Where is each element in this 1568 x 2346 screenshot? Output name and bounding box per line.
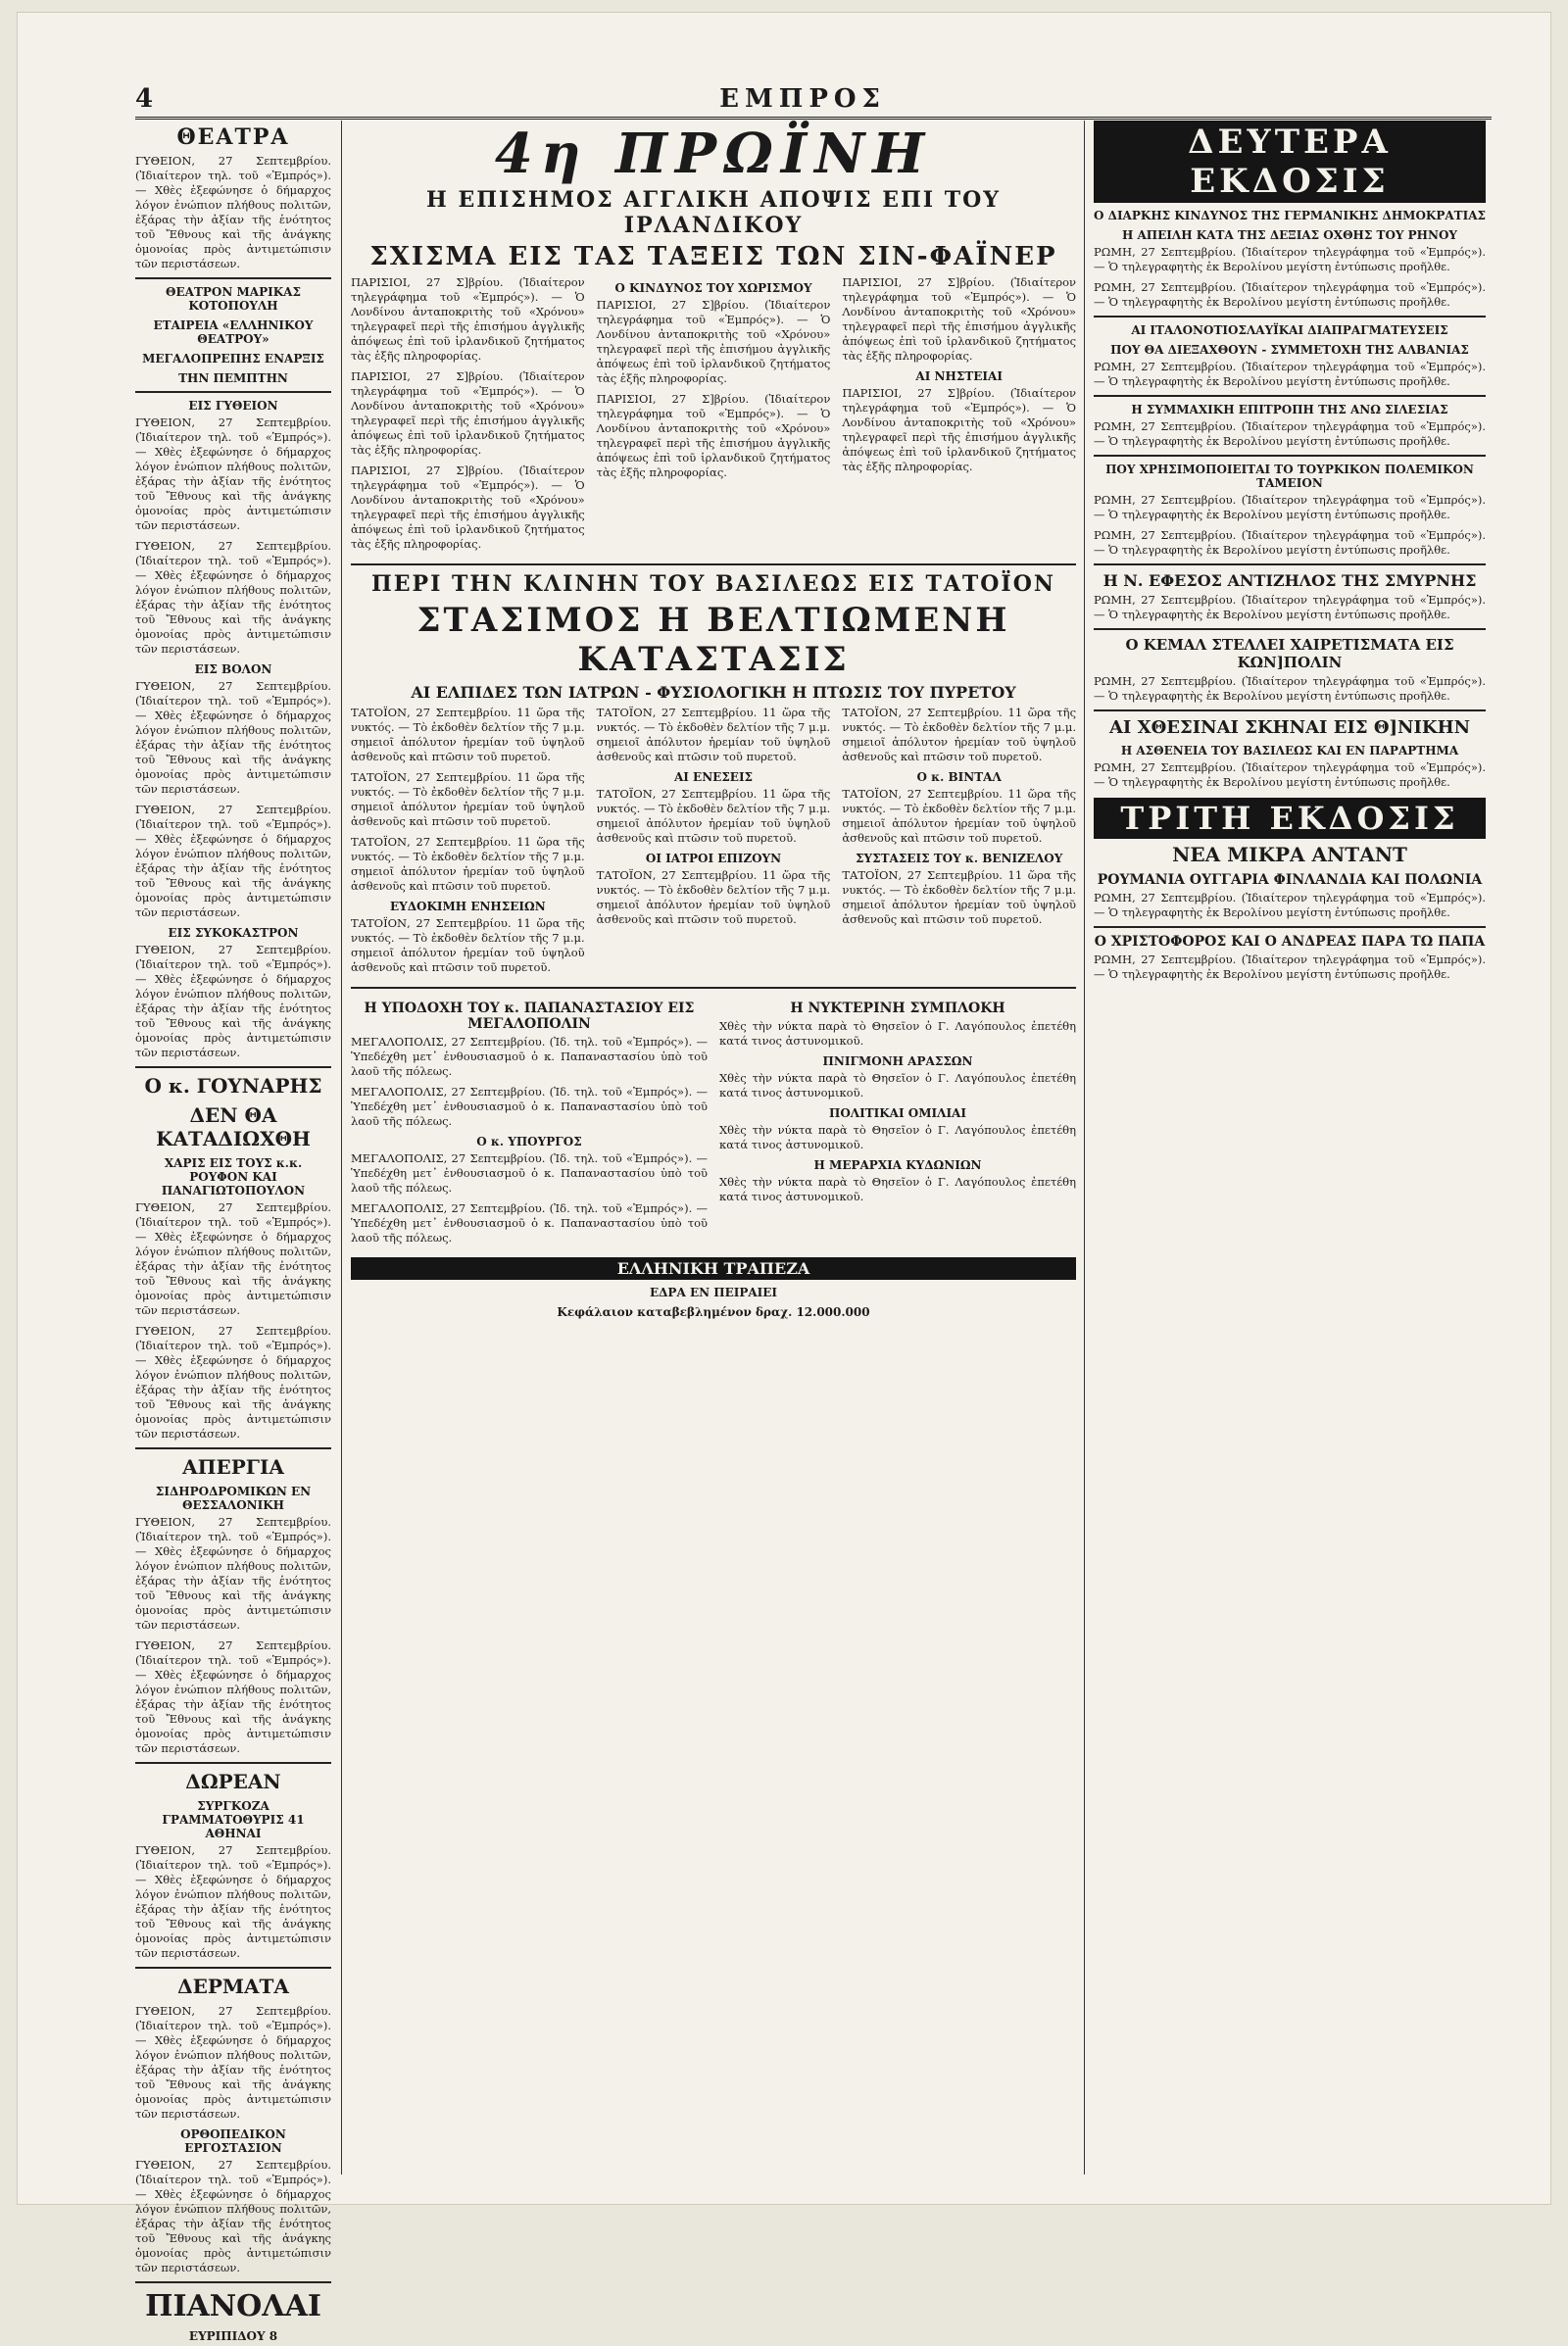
tourkiko-headline: ΠΟΥ ΧΡΗΣΙΜΟΠΟΙΕΙΤΑΙ ΤΟ ΤΟΥΡΚΙΚΟΝ ΠΟΛΕΜΙΚΟΝ ΤΑΜΕΙΟΝ xyxy=(1105,463,1474,490)
sykokastron-text: ΓΥΘΕΙΟΝ, 27 Σεπτεμβρίου. (Ἰδιαίτερον τηλ. τοῦ «Ἐμπρός»). — Χθὲς ἐξεφώνησε ὁ δήμαρχος λόγον ἐνώπιον πλήθους πολιτῶν, ἐξάρας τὴν ἀξίαν τῆς ἑνότητος τοῦ Ἔθνους καὶ τῆς ἀνάγκης ὁμονοίας πρὸς ἀντιμετώπισιν τῶν περιστάσεων. xyxy=(135,943,331,1059)
mikra-headline: ΝΕΑ ΜΙΚΡΑ ΑΝΤΑΝΤ xyxy=(1172,843,1407,866)
r1: Ο ΔΙΑΡΚΗΣ ΚΙΝΔΥΝΟΣ ΤΗΣ ΓΕΡΜΑΝΙΚΗΣ ΔΗΜΟΚΡΑΤΙΑΣ xyxy=(1094,209,1487,222)
apergia-heading: ΑΠΕΡΓΙΑ xyxy=(182,1455,284,1479)
volos-text-2: ΓΥΘΕΙΟΝ, 27 Σεπτεμβρίου. (Ἰδιαίτερον τηλ. τοῦ «Ἐμπρός»). — Χθὲς ἐξεφώνησε ὁ δήμαρχος λόγον ἐνώπιον πλήθους πολιτῶν, ἐξάρας τὴν ἀξίαν τῆς ἑνότητος τοῦ Ἔθνους καὶ τῆς ἀνάγκης ὁμονοίας πρὸς ἀντιμετώπισιν τῶν περιστάσεων. xyxy=(135,803,331,919)
nyktirini-headline: Η ΝΥΚΤΕΡΙΝΗ ΣΥΜΠΛΟΚΗ xyxy=(790,1001,1005,1016)
lead-text: ΠΑΡΙΣΙΟΙ, 27 Σ]βρίου. (Ἰδιαίτερον τηλεγράφημα τοῦ «Ἐμπρός»). — Ὁ Λονδίνου ἀνταποκριτὴς τοῦ «Χρόνου» τηλεγραφεῖ περὶ τῆς ἐπισήμου ἀγγλικῆς ἀπόψεως ἐπὶ τοῦ ἰρλανδικοῦ ζητήματος τὰς ἑξῆς πληροφορίας. xyxy=(351,275,585,363)
systaseis-text: ΤΑΤΟΪΟΝ, 27 Σεπτεμβρίου. 11 ὥρα τῆς νυκτός. — Τὸ ἐκδοθὲν δελτίον τῆς 7 μ.μ. σημειοῖ ἀπόλυτον ἠρεμίαν τοῦ ὑψηλοῦ ἀσθενοῦς καὶ πτῶσιν τοῦ πυρετοῦ. xyxy=(842,868,1077,926)
trapeza-capital: Κεφάλαιον καταβεβλημένον δραχ. 12.000.000 xyxy=(557,1305,870,1319)
mikra-sub: ΡΟΥΜΑΝΙΑ ΟΥΓΓΑΡΙΑ ΦΙΝΛΑΝΔΙΑ ΚΑΙ ΠΟΛΩΝΙΑ xyxy=(1097,872,1483,888)
eis-gytheion: ΕΙΣ ΓΥΘΕΙΟΝ xyxy=(188,399,278,413)
kindynos-text: ΠΑΡΙΣΙΟΙ, 27 Σ]βρίου. (Ἰδιαίτερον τηλεγράφημα τοῦ «Ἐμπρός»). — Ὁ Λονδίνου ἀνταποκριτὴς τοῦ «Χρόνου» τηλεγραφεῖ περὶ τῆς ἐπισήμου ἀγγλικῆς ἀπόψεως ἐπὶ τοῦ ἰρλανδικοῦ ζητήματος τὰς ἑξῆς πληροφορίας. xyxy=(596,298,831,385)
efesos-headline: Η Ν. ΕΦΕΣΟΣ ΑΝΤΙΖΗΛΟΣ ΤΗΣ ΣΜΥΡΝΗΣ xyxy=(1102,571,1477,590)
ypourgos-text: ΜΕΓΑΛΟΠΟΛΙΣ, 27 Σεπτεμβρίου. (Ἰδ. τηλ. τοῦ «Ἐμπρός»). — Ὑπεδέχθη μετ᾽ ἐνθουσιασμοῦ ὁ κ. Παπαναστασίου ὑπὸ τοῦ λαοῦ τῆς πόλεως. xyxy=(351,1151,708,1195)
lead-headline: Η ΕΠΙΣΗΜΟΣ ΑΓΓΛΙΚΗ ΑΠΟΨΙΣ ΕΠΙ ΤΟΥ ΙΡΛΑΝΔΙΚΟΥ xyxy=(426,187,1001,238)
tourkiko-text-2: ΡΩΜΗ, 27 Σεπτεμβρίου. (Ἰδιαίτερον τηλεγράφημα τοῦ «Ἐμπρός»). — Ὁ τηλεγραφητὴς ἐκ Βερολίνου μεγίστη ἐντύπωσις προῆλθε. xyxy=(1094,528,1486,557)
apergia-text: ΓΥΘΕΙΟΝ, 27 Σεπτεμβρίου. (Ἰδιαίτερον τηλ. τοῦ «Ἐμπρός»). — Χθὲς ἐξεφώνησε ὁ δήμαρχος λόγον ἐνώπιον πλήθους πολιτῶν, ἐξάρας τὴν ἀξίαν τῆς ἑνότητος τοῦ Ἔθνους καὶ τῆς ἀνάγκης ὁμονοίας πρὸς ἀντιμετώπισιν τῶν περιστάσεων. xyxy=(135,1515,331,1632)
newspaper-page xyxy=(17,12,1551,2343)
r-text: ΡΩΜΗ, 27 Σεπτεμβρίου. (Ἰδιαίτερον τηλεγράφημα τοῦ «Ἐμπρός»). — Ὁ τηλεγραφητὴς ἐκ Βερολίνου μεγίστη ἐντύπωσις προῆλθε. xyxy=(1094,245,1486,273)
king-text-2: ΤΑΤΟΪΟΝ, 27 Σεπτεμβρίου. 11 ὥρα τῆς νυκτός. — Τὸ ἐκδοθὲν δελτίον τῆς 7 μ.μ. σημειοῖ ἀπόλυτον ἠρεμίαν τοῦ ὑψηλοῦ ἀσθενοῦς καὶ πτῶσιν τοῦ πυρετοῦ. xyxy=(351,770,585,828)
lead-text-3: ΠΑΡΙΣΙΟΙ, 27 Σ]βρίου. (Ἰδιαίτερον τηλεγράφημα τοῦ «Ἐμπρός»). — Ὁ Λονδίνου ἀνταποκριτὴς τοῦ «Χρόνου» τηλεγραφεῖ περὶ τῆς ἐπισήμου ἀγγλικῆς ἀπόψεως ἐπὶ τοῦ ἰρλανδικοῦ ζητήματος τὰς ἑξῆς πληροφορίας. xyxy=(351,464,585,551)
papan-headline: Η ΥΠΟΔΟΧΗ ΤΟΥ κ. ΠΑΠΑΝΑΣΤΑΣΙΟΥ ΕΙΣ ΜΕΓΑΛΟΠΟΛΙΝ xyxy=(364,1001,695,1032)
pappa-text: ΡΩΜΗ, 27 Σεπτεμβρίου. (Ἰδιαίτερον τηλεγράφημα τοῦ «Ἐμπρός»). — Ὁ τηλεγραφητὴς ἐκ Βερολίνου μεγίστη ἐντύπωσις προῆλθε. xyxy=(1094,953,1486,981)
triti-title: ΤΡΙΤΗ ΕΚΔΟΣΙΣ xyxy=(1094,798,1486,839)
politikai-text: Χθὲς τὴν νύκτα παρὰ τὸ Θησεῖον ὁ Γ. Λαγόπουλος ἐπετέθη κατά τινος ἀστυνομικοῦ. xyxy=(719,1123,1076,1151)
nyktirini-text: Χθὲς τὴν νύκτα παρὰ τὸ Θησεῖον ὁ Γ. Λαγόπουλος ἐπετέθη κατά τινος ἀστυνομικοῦ. xyxy=(719,1019,1076,1048)
syrgkozas: ΣΥΡΓΚΟΖΑ ΓΡΑΜΜΑΤΟΘΥΡΙΣ 41 ΑΘΗΝΑΙ xyxy=(162,1799,305,1840)
sub-evdokimi: ΕΥΔΟΚΙΜΗ ΕΝΗΣΕΙΩΝ xyxy=(390,900,546,913)
sub-nisteia: ΑΙ ΝΗΣΤΕΙΑΙ xyxy=(915,369,1003,383)
theatra-text: ΓΥΘΕΙΟΝ, 27 Σεπτεμβρίου. (Ἰδιαίτερον τηλ. τοῦ «Ἐμπρός»). — Χθὲς ἐξεφώνησε ὁ δήμαρχος λόγον ἐνώπιον πλήθους πολιτῶν, ἐξάρας τὴν ἀξίαν τῆς ἑνότητος τοῦ Ἔθνους καὶ τῆς ἀνάγκης ὁμονοίας πρὸς ἀντιμετώπισιν τῶν περιστάσεων. xyxy=(135,154,331,270)
king-deck: ΑΙ ΕΛΠΙΔΕΣ ΤΩΝ ΙΑΤΡΩΝ - ΦΥΣΙΟΛΟΓΙΚΗ Η ΠΤΩΣΙΣ ΤΟΥ ΠΥΡΕΤΟΥ xyxy=(411,683,1016,702)
trapeza-seat: ΕΔΡΑ ΕΝ ΠΕΙΡΑΙΕΙ xyxy=(649,1286,778,1299)
deutera-title: ΔΕΥΤΕΡΑ ΕΚΔΟΣΙΣ xyxy=(1094,121,1486,203)
italo-headline: ΑΙ ΙΤΑΛΟΝΟΤΙΟΣΛΑΥΪΚΑΙ ΔΙΑΠΡΑΓΜΑΤΕΥΣΕΙΣ xyxy=(1131,323,1448,337)
eis-sykokastron: ΕΙΣ ΣΥΚΟΚΑΣΤΡΟΝ xyxy=(168,926,299,940)
king-subheadline: ΣΤΑΣΙΜΟΣ Η ΒΕΛΤΙΩΜΕΝΗ ΚΑΤΑΣΤΑΣΙΣ xyxy=(416,601,1010,679)
kindynos-text-2: ΠΑΡΙΣΙΟΙ, 27 Σ]βρίου. (Ἰδιαίτερον τηλεγράφημα τοῦ «Ἐμπρός»). — Ὁ Λονδίνου ἀνταποκριτὴς τοῦ «Χρόνου» τηλεγραφεῖ περὶ τῆς ἐπισήμου ἀγγλικῆς ἀπόψεως ἐπὶ τοῦ ἰρλανδικοῦ ζητήματος τὰς ἑξῆς πληροφορίας. xyxy=(596,392,831,479)
gounaris-sub: ΧΑΡΙΣ ΕΙΣ ΤΟΥΣ κ.κ. ΡΟΥΦΟΝ ΚΑΙ ΠΑΝΑΓΙΩΤΟΠΟΥΛΟΝ xyxy=(161,1156,306,1197)
king-headline: ΠΕΡΙ ΤΗΝ ΚΛΙΝΗΝ ΤΟΥ ΒΑΣΙΛΕΩΣ ΕΙΣ ΤΑΤΟΪΟΝ xyxy=(371,571,1055,597)
orthopedic-heading: ΟΡΘΟΠΕΔΙΚΟΝ ΕΡΓΟΣΤΑΣΙΟΝ xyxy=(180,2127,286,2155)
ena-text: Χθὲς τὴν νύκτα παρὰ τὸ Θησεῖον ὁ Γ. Λαγόπουλος ἐπετέθη κατά τινος ἀστυνομικοῦ. xyxy=(719,1071,1076,1100)
volos-text: ΓΥΘΕΙΟΝ, 27 Σεπτεμβρίου. (Ἰδιαίτερον τηλ. τοῦ «Ἐμπρός»). — Χθὲς ἐξεφώνησε ὁ δήμαρχος λόγον ἐνώπιον πλήθους πολιτῶν, ἐξάρας τὴν ἀξίαν τῆς ἑνότητος τοῦ Ἔθνους καὶ τῆς ἀνάγκης ὁμονοίας πρὸς ἀντιμετώπισιν τῶν περιστάσεων. xyxy=(135,679,331,796)
page-number: 4 xyxy=(135,84,154,114)
nisteia-text: ΠΑΡΙΣΙΟΙ, 27 Σ]βρίου. (Ἰδιαίτερον τηλεγράφημα τοῦ «Ἐμπρός»). — Ὁ Λονδίνου ἀνταποκριτὴς τοῦ «Χρόνου» τηλεγραφεῖ περὶ τῆς ἐπισήμου ἀγγλικῆς ἀπόψεως ἐπὶ τοῦ ἰρλανδικοῦ ζητήματος τὰς ἑξῆς πληροφορίας. xyxy=(842,386,1077,473)
center-column xyxy=(351,121,1076,1322)
kemal-headline: Ο ΚΕΜΑΛ ΣΤΕΛΛΕΙ ΧΑΙΡΕΤΙΣΜΑΤΑ ΕΙΣ ΚΩΝ]ΠΟΛΙΝ xyxy=(1125,636,1454,671)
tourkiko-text: ΡΩΜΗ, 27 Σεπτεμβρίου. (Ἰδιαίτερον τηλεγράφημα τοῦ «Ἐμπρός»). — Ὁ τηλεγραφητὴς ἐκ Βερολίνου μεγίστη ἐντύπωσις προῆλθε. xyxy=(1094,493,1486,521)
iatroi-text: ΤΑΤΟΪΟΝ, 27 Σεπτεμβρίου. 11 ὥρα τῆς νυκτός. — Τὸ ἐκδοθὲν δελτίον τῆς 7 μ.μ. σημειοῖ ἀπόλυτον ἠρεμίαν τοῦ ὑψηλοῦ ἀσθενοῦς καὶ πτῶσιν τοῦ πυρετοῦ. xyxy=(596,868,831,926)
eis-volon: ΕΙΣ ΒΟΛΟΝ xyxy=(194,662,272,676)
papan-text: ΜΕΓΑΛΟΠΟΛΙΣ, 27 Σεπτεμβρίου. (Ἰδ. τηλ. τοῦ «Ἐμπρός»). — Ὑπεδέχθη μετ᾽ ἐνθουσιασμοῦ ὁ κ. Παπαναστασίου ὑπὸ τοῦ λαοῦ τῆς πόλεως. xyxy=(351,1035,708,1078)
right-column xyxy=(1094,121,1486,988)
orthopedic-text: ΓΥΘΕΙΟΝ, 27 Σεπτεμβρίου. (Ἰδιαίτερον τηλ. τοῦ «Ἐμπρός»). — Χθὲς ἐξεφώνησε ὁ δήμαρχος λόγον ἐνώπιον πλήθους πολιτῶν, ἐξάρας τὴν ἀξίαν τῆς ἑνότητος τοῦ Ἔθνους καὶ τῆς ἀνάγκης ὁμονοίας πρὸς ἀντιμετώπισιν τῶν περιστάσεων. xyxy=(135,2158,331,2274)
evdokimi-text: ΤΑΤΟΪΟΝ, 27 Σεπτεμβρίου. 11 ὥρα τῆς νυκτός. — Τὸ ἐκδοθὲν δελτίον τῆς 7 μ.μ. σημειοῖ ἀπόλυτον ἠρεμίαν τοῦ ὑψηλοῦ ἀσθενοῦς καὶ πτῶσιν τοῦ πυρετοῦ. xyxy=(351,916,585,974)
skinai-text: ΡΩΜΗ, 27 Σεπτεμβρίου. (Ἰδιαίτερον τηλεγράφημα τοῦ «Ἐμπρός»). — Ὁ τηλεγραφητὴς ἐκ Βερολίνου μεγίστη ἐντύπωσις προῆλθε. xyxy=(1094,760,1486,789)
gytheion-text: ΓΥΘΕΙΟΝ, 27 Σεπτεμβρίου. (Ἰδιαίτερον τηλ. τοῦ «Ἐμπρός»). — Χθὲς ἐξεφώνησε ὁ δήμαρχος λόγον ἐνώπιον πλήθους πολιτῶν, ἐξάρας τὴν ἀξίαν τῆς ἑνότητος τοῦ Ἔθνους καὶ τῆς ἀνάγκης ὁμονοίας πρὸς ἀντιμετώπισιν τῶν περιστάσεων. xyxy=(135,415,331,532)
skinai-sub: Η ΑΣΘΕΝΕΙΑ ΤΟΥ ΒΑΣΙΛΕΩΣ ΚΑΙ ΕΝ ΠΑΡΑΡΤΗΜΑ xyxy=(1120,744,1459,758)
proini-title: 4η ΠΡΩΪΝΗ xyxy=(494,122,933,186)
dorean-text: ΓΥΘΕΙΟΝ, 27 Σεπτεμβρίου. (Ἰδιαίτερον τηλ. τοῦ «Ἐμπρός»). — Χθὲς ἐξεφώνησε ὁ δήμαρχος λόγον ἐνώπιον πλήθους πολιτῶν, ἐξάρας τὴν ἀξίαν τῆς ἑνότητος τοῦ Ἔθνους καὶ τῆς ἀνάγκης ὁμονοίας πρὸς ἀντιμετώπισιν τῶν περιστάσεων. xyxy=(135,1843,331,1960)
symmaxiki-headline: Η ΣΥΜΜΑΧΙΚΗ ΕΠΙΤΡΟΠΗ ΤΗΣ ΑΝΩ ΣΙΛΕΣΙΑΣ xyxy=(1131,403,1448,416)
sub-eneseis: ΑΙ ΕΝΕΣΕΙΣ xyxy=(673,770,754,784)
eneseis-pre: ΤΑΤΟΪΟΝ, 27 Σεπτεμβρίου. 11 ὥρα τῆς νυκτός. — Τὸ ἐκδοθὲν δελτίον τῆς 7 μ.μ. σημειοῖ ἀπόλυτον ἠρεμίαν τοῦ ὑψηλοῦ ἀσθενοῦς καὶ πτῶσιν τοῦ πυρετοῦ. xyxy=(596,706,831,763)
italo-text: ΡΩΜΗ, 27 Σεπτεμβρίου. (Ἰδιαίτερον τηλεγράφημα τοῦ «Ἐμπρός»). — Ὁ τηλεγραφητὴς ἐκ Βερολίνου μεγίστη ἐντύπωσις προῆλθε. xyxy=(1094,360,1486,388)
lead-subheadline: ΣΧΙΣΜΑ ΕΙΣ ΤΑΣ ΤΑΞΕΙΣ ΤΩΝ ΣΙΝ-ΦΑΪΝΕΡ xyxy=(369,242,1057,271)
left-column xyxy=(135,121,331,2346)
theatre-ad: ΘΕΑΤΡΟΝ ΜΑΡΙΚΑΣ ΚΟΤΟΠΟΥΛΗ xyxy=(166,285,301,313)
efesos-text: ΡΩΜΗ, 27 Σεπτεμβρίου. (Ἰδιαίτερον τηλεγράφημα τοῦ «Ἐμπρός»). — Ὁ τηλεγραφητὴς ἐκ Βερολίνου μεγίστη ἐντύπωσις προῆλθε. xyxy=(1094,593,1486,621)
sub-vinta: Ο κ. ΒΙΝΤΑΛ xyxy=(916,770,1002,784)
apergia-text-2: ΓΥΘΕΙΟΝ, 27 Σεπτεμβρίου. (Ἰδιαίτερον τηλ. τοῦ «Ἐμπρός»). — Χθὲς ἐξεφώνησε ὁ δήμαρχος λόγον ἐνώπιον πλήθους πολιτῶν, ἐξάρας τὴν ἀξίαν τῆς ἑνότητος τοῦ Ἔθνους καὶ τῆς ἀνάγκης ὁμονοίας πρὸς ἀντιμετώπισιν τῶν περιστάσεων. xyxy=(135,1638,331,1755)
skinai-headline: ΑΙ ΧΘΕΣΙΝΑΙ ΣΚΗΝΑΙ ΕΙΣ Θ]ΝΙΚΗΝ xyxy=(1108,717,1471,738)
lead-text-2: ΠΑΡΙΣΙΟΙ, 27 Σ]βρίου. (Ἰδιαίτερον τηλεγράφημα τοῦ «Ἐμπρός»). — Ὁ Λονδίνου ἀνταποκριτὴς τοῦ «Χρόνου» τηλεγραφεῖ περὶ τῆς ἐπισήμου ἀγγλικῆς ἀπόψεως ἐπὶ τοῦ ἰρλανδικοῦ ζητήματος τὰς ἑξῆς πληροφορίας. xyxy=(351,369,585,457)
opening: ΜΕΓΑΛΟΠΡΕΠΗΣ ΕΝΑΡΞΙΣ xyxy=(142,352,324,366)
gounaris-text: ΓΥΘΕΙΟΝ, 27 Σεπτεμβρίου. (Ἰδιαίτερον τηλ. τοῦ «Ἐμπρός»). — Χθὲς ἐξεφώνησε ὁ δήμαρχος λόγον ἐνώπιον πλήθους πολιτῶν, ἐξάρας τὴν ἀξίαν τῆς ἑνότητος τοῦ Ἔθνους καὶ τῆς ἀνάγκης ὁμονοίας πρὸς ἀντιμετώπισιν τῶν περιστάσεων. xyxy=(135,1200,331,1317)
gytheion-text-2: ΓΥΘΕΙΟΝ, 27 Σεπτεμβρίου. (Ἰδιαίτερον τηλ. τοῦ «Ἐμπρός»). — Χθὲς ἐξεφώνησε ὁ δήμαρχος λόγον ἐνώπιον πλήθους πολιτῶν, ἐξάρας τὴν ἀξίαν τῆς ἑνότητος τοῦ Ἔθνους καὶ τῆς ἀνάγκης ὁμονοίας πρὸς ἀντιμετώπισιν τῶν περιστάσεων. xyxy=(135,539,331,656)
politikai-headline: ΠΟΛΙΤΙΚΑΙ ΟΜΙΛΙΑΙ xyxy=(829,1106,966,1120)
pianolai-heading: ΠΙΑΝΟΛΑΙ xyxy=(145,2289,321,2323)
king-text: ΤΑΤΟΪΟΝ, 27 Σεπτεμβρίου. 11 ὥρα τῆς νυκτός. — Τὸ ἐκδοθὲν δελτίον τῆς 7 μ.μ. σημειοῖ ἀπόλυτον ἠρεμίαν τοῦ ὑψηλοῦ ἀσθενοῦς καὶ πτῶσιν τοῦ πυρετοῦ. xyxy=(351,706,585,763)
vinta-pre: ΤΑΤΟΪΟΝ, 27 Σεπτεμβρίου. 11 ὥρα τῆς νυκτός. — Τὸ ἐκδοθὲν δελτίον τῆς 7 μ.μ. σημειοῖ ἀπόλυτον ἠρεμίαν τοῦ ὑψηλοῦ ἀσθενοῦς καὶ πτῶσιν τοῦ πυρετοῦ. xyxy=(842,706,1077,763)
papan-text-2: ΜΕΓΑΛΟΠΟΛΙΣ, 27 Σεπτεμβρίου. (Ἰδ. τηλ. τοῦ «Ἐμπρός»). — Ὑπεδέχθη μετ᾽ ἐνθουσιασμοῦ ὁ κ. Παπαναστασίου ὑπὸ τοῦ λαοῦ τῆς πόλεως. xyxy=(351,1085,708,1128)
merarxia-text: Χθὲς τὴν νύκτα παρὰ τὸ Θησεῖον ὁ Γ. Λαγόπουλος ἐπετέθη κατά τινος ἀστυνομικοῦ. xyxy=(719,1175,1076,1203)
italo-sub: ΠΟΥ ΘΑ ΔΙΕΞΑΧΘΟΥΝ - ΣΥΜΜΕΤΟΧΗ ΤΗΣ ΑΛΒΑΝΙΑΣ xyxy=(1110,343,1469,357)
kemal-text: ΡΩΜΗ, 27 Σεπτεμβρίου. (Ἰδιαίτερον τηλεγράφημα τοῦ «Ἐμπρός»). — Ὁ τηλεγραφητὴς ἐκ Βερολίνου μεγίστη ἐντύπωσις προῆλθε. xyxy=(1094,674,1486,703)
dermata-heading: ΔΕΡΜΑΤΑ xyxy=(177,1975,289,1998)
company: ΕΤΑΙΡΕΙΑ «ΕΛΛΗΝΙΚΟΥ ΘΕΑΤΡΟΥ» xyxy=(153,318,314,346)
r2: Η ΑΠΕΙΛΗ ΚΑΤΑ ΤΗΣ ΔΕΞΙΑΣ ΟΧΘΗΣ ΤΟΥ ΡΗΝΟΥ xyxy=(1121,228,1457,242)
sub-ypourgos: Ο κ. ΥΠΟΥΡΓΟΣ xyxy=(476,1135,582,1149)
merarxia-headline: Η ΜΕΡΑΡΧΙΑ ΚΥΔΩΝΙΩΝ xyxy=(813,1158,982,1172)
r-text-2: ΡΩΜΗ, 27 Σεπτεμβρίου. (Ἰδιαίτερον τηλεγράφημα τοῦ «Ἐμπρός»). — Ὁ τηλεγραφητὴς ἐκ Βερολίνου μεγίστη ἐντύπωσις προῆλθε. xyxy=(1094,280,1486,309)
dorean-heading: ΔΩΡΕΑΝ xyxy=(185,1770,281,1793)
sub-kindynos: Ο ΚΙΝΔΥΝΟΣ ΤΟΥ ΧΩΡΙΣΜΟΥ xyxy=(614,281,812,295)
apergia-sub: ΣΙΔΗΡΟΔΡΟΜΙΚΩΝ ΕΝ ΘΕΣΣΑΛΟΝΙΚΗ xyxy=(155,1485,312,1512)
day: ΤΗΝ ΠΕΜΠΤΗΝ xyxy=(178,371,288,385)
gounaris-heading: Ο κ. ΓΟΥΝΑΡΗΣ xyxy=(144,1074,322,1098)
eneseis-text: ΤΑΤΟΪΟΝ, 27 Σεπτεμβρίου. 11 ὥρα τῆς νυκτός. — Τὸ ἐκδοθὲν δελτίον τῆς 7 μ.μ. σημειοῖ ἀπόλυτον ἠρεμίαν τοῦ ὑψηλοῦ ἀσθενοῦς καὶ πτῶσιν τοῦ πυρετοῦ. xyxy=(596,787,831,845)
dermata-text: ΓΥΘΕΙΟΝ, 27 Σεπτεμβρίου. (Ἰδιαίτερον τηλ. τοῦ «Ἐμπρός»). — Χθὲς ἐξεφώνησε ὁ δήμαρχος λόγον ἐνώπιον πλήθους πολιτῶν, ἐξάρας τὴν ἀξίαν τῆς ἑνότητος τοῦ Ἔθνους καὶ τῆς ἀνάγκης ὁμονοίας πρὸς ἀντιμετώπισιν τῶν περιστάσεων. xyxy=(135,2004,331,2121)
vinta-text: ΤΑΤΟΪΟΝ, 27 Σεπτεμβρίου. 11 ὥρα τῆς νυκτός. — Τὸ ἐκδοθὲν δελτίον τῆς 7 μ.μ. σημειοῖ ἀπόλυτον ἠρεμίαν τοῦ ὑψηλοῦ ἀσθενοῦς καὶ πτῶσιν τοῦ πυρετοῦ. xyxy=(842,787,1077,845)
euripidou: ΕΥΡΙΠΙΔΟΥ 8 xyxy=(188,2329,278,2343)
sub-iatroi: ΟΙ ΙΑΤΡΟΙ ΕΠΙΖΟΥΝ xyxy=(645,852,782,865)
theatra-heading: ΘΕΑΤΡΑ xyxy=(176,124,290,150)
pappa-headline: Ο ΧΡΙΣΤΟΦΟΡΟΣ ΚΑΙ Ο ΑΝΔΡΕΑΣ ΠΑΡΑ ΤΩ ΠΑΠΑ xyxy=(1094,934,1486,950)
king-text-3: ΤΑΤΟΪΟΝ, 27 Σεπτεμβρίου. 11 ὥρα τῆς νυκτός. — Τὸ ἐκδοθὲν δελτίον τῆς 7 μ.μ. σημειοῖ ἀπόλυτον ἠρεμίαν τοῦ ὑψηλοῦ ἀσθενοῦς καὶ πτῶσιν τοῦ πυρετοῦ. xyxy=(351,835,585,893)
trapeza-name: ΕΛΛΗΝΙΚΗ ΤΡΑΠΕΖΑ xyxy=(351,1257,1076,1280)
sub-ena: ΠΝΙΓΜΟΝΗ ΑΡΑΣΣΩΝ xyxy=(822,1054,973,1068)
symmaxiki-text: ΡΩΜΗ, 27 Σεπτεμβρίου. (Ἰδιαίτερον τηλεγράφημα τοῦ «Ἐμπρός»). — Ὁ τηλεγραφητὴς ἐκ Βερολίνου μεγίστη ἐντύπωσις προῆλθε. xyxy=(1094,419,1486,448)
gounaris-heading-2: ΔΕΝ ΘΑ ΚΑΤΑΔΙΩΧΘΗ xyxy=(156,1103,311,1150)
sub-systaseis: ΣΥΣΤΑΣΕΙΣ ΤΟΥ κ. ΒΕΝΙΖΕΛΟΥ xyxy=(856,852,1063,865)
ypourgos-text-2: ΜΕΓΑΛΟΠΟΛΙΣ, 27 Σεπτεμβρίου. (Ἰδ. τηλ. τοῦ «Ἐμπρός»). — Ὑπεδέχθη μετ᾽ ἐνθουσιασμοῦ ὁ κ. Παπαναστασίου ὑπὸ τοῦ λαοῦ τῆς πόλεως. xyxy=(351,1201,708,1245)
mikra-text: ΡΩΜΗ, 27 Σεπτεμβρίου. (Ἰδιαίτερον τηλεγράφημα τοῦ «Ἐμπρός»). — Ὁ τηλεγραφητὴς ἐκ Βερολίνου μεγίστη ἐντύπωσις προῆλθε. xyxy=(1094,891,1486,919)
nisteia-pre-text: ΠΑΡΙΣΙΟΙ, 27 Σ]βρίου. (Ἰδιαίτερον τηλεγράφημα τοῦ «Ἐμπρός»). — Ὁ Λονδίνου ἀνταποκριτὴς τοῦ «Χρόνου» τηλεγραφεῖ περὶ τῆς ἐπισήμου ἀγγλικῆς ἀπόψεως ἐπὶ τοῦ ἰρλανδικοῦ ζητήματος τὰς ἑξῆς πληροφορίας. xyxy=(842,275,1077,363)
newspaper-name: ΕΜΠΡΟΣ xyxy=(719,84,886,114)
masthead xyxy=(135,81,1492,120)
gounaris-text-2: ΓΥΘΕΙΟΝ, 27 Σεπτεμβρίου. (Ἰδιαίτερον τηλ. τοῦ «Ἐμπρός»). — Χθὲς ἐξεφώνησε ὁ δήμαρχος λόγον ἐνώπιον πλήθους πολιτῶν, ἐξάρας τὴν ἀξίαν τῆς ἑνότητος τοῦ Ἔθνους καὶ τῆς ἀνάγκης ὁμονοίας πρὸς ἀντιμετώπισιν τῶν περιστάσεων. xyxy=(135,1324,331,1441)
